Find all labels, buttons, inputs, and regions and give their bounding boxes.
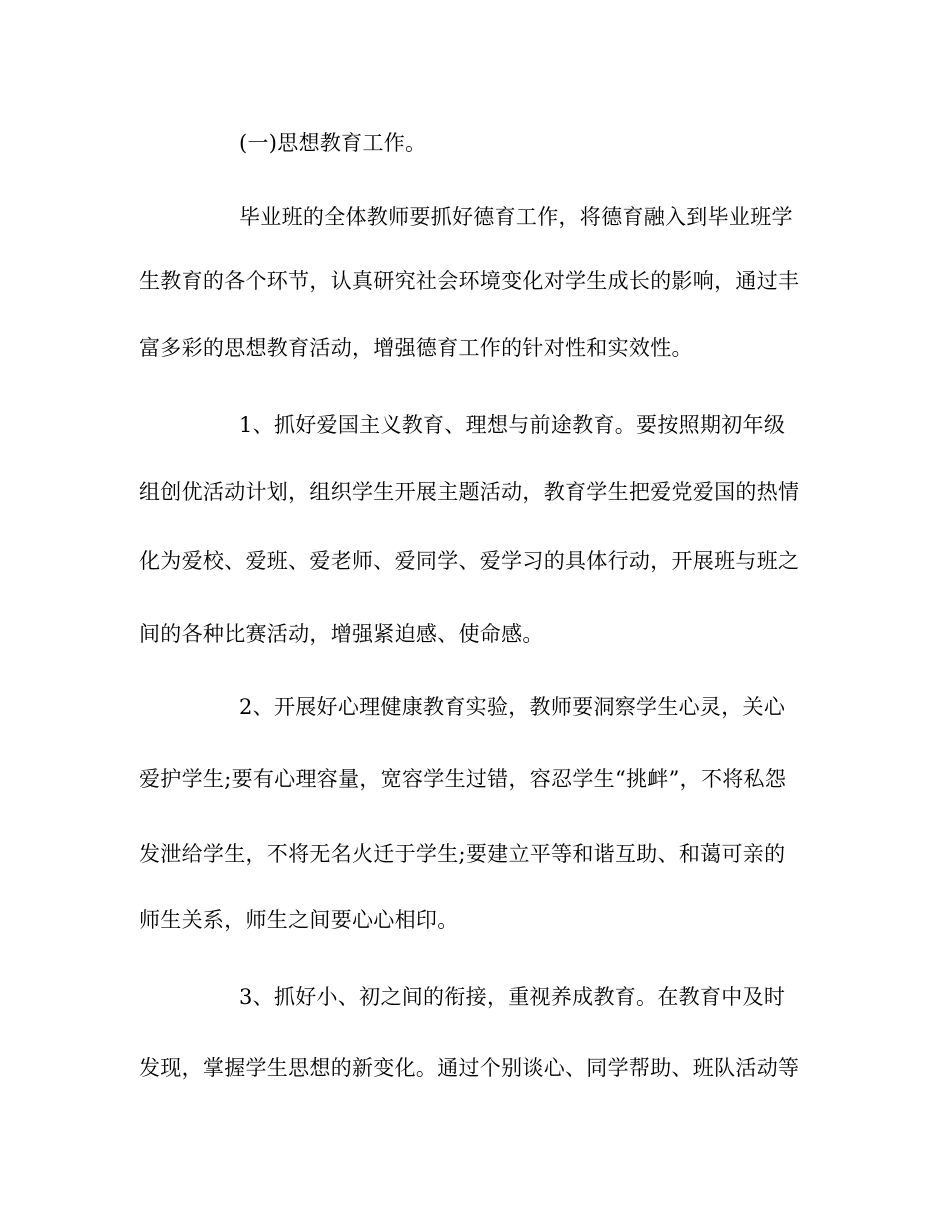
paragraph-line: 组创优活动计划，组织学生开展主题活动，教育学生把爱党爱国的热情 xyxy=(139,480,800,504)
paragraph-line: 富多彩的思想教育活动，增强德育工作的针对性和实效性。 xyxy=(139,336,693,360)
paragraph-line: 3、抓好小、初之间的衔接，重视养成教育。在教育中及时 xyxy=(239,985,786,1009)
paragraph-line: 间的各种比赛活动，增强紧迫感、使命感。 xyxy=(139,622,544,646)
paragraph-line: 发现，掌握学生思想的新变化。通过个别谈心、同学帮助、班队活动等 xyxy=(139,1056,800,1080)
paragraph-line: 毕业班的全体教师要抓好德育工作，将德育融入到毕业班学 xyxy=(239,205,793,229)
paragraph-line: 2、开展好心理健康教育实验，教师要洞察学生心灵，关心 xyxy=(239,695,786,719)
paragraph-line: 发泄给学生，不将无名火迁于学生;要建立平等和谐互助、和蔼可亲的 xyxy=(139,842,786,866)
paragraph-line: 爱护学生;要有心理容量，宽容学生过错，容忍学生“挑衅”，不将私怨 xyxy=(139,767,787,791)
section-heading: (一)思想教育工作。 xyxy=(239,131,427,155)
paragraph-line: 师生关系，师生之间要心心相印。 xyxy=(139,908,459,932)
paragraph-line: 化为爱校、爱班、爱老师、爱同学、爱学习的具体行动，开展班与班之 xyxy=(139,549,800,573)
paragraph-line: 生教育的各个环节，认真研究社会环境变化对学生成长的影响，通过丰 xyxy=(139,269,800,293)
paragraph-line: 1、抓好爱国主义教育、理想与前途教育。要按照期初年级 xyxy=(239,413,786,437)
